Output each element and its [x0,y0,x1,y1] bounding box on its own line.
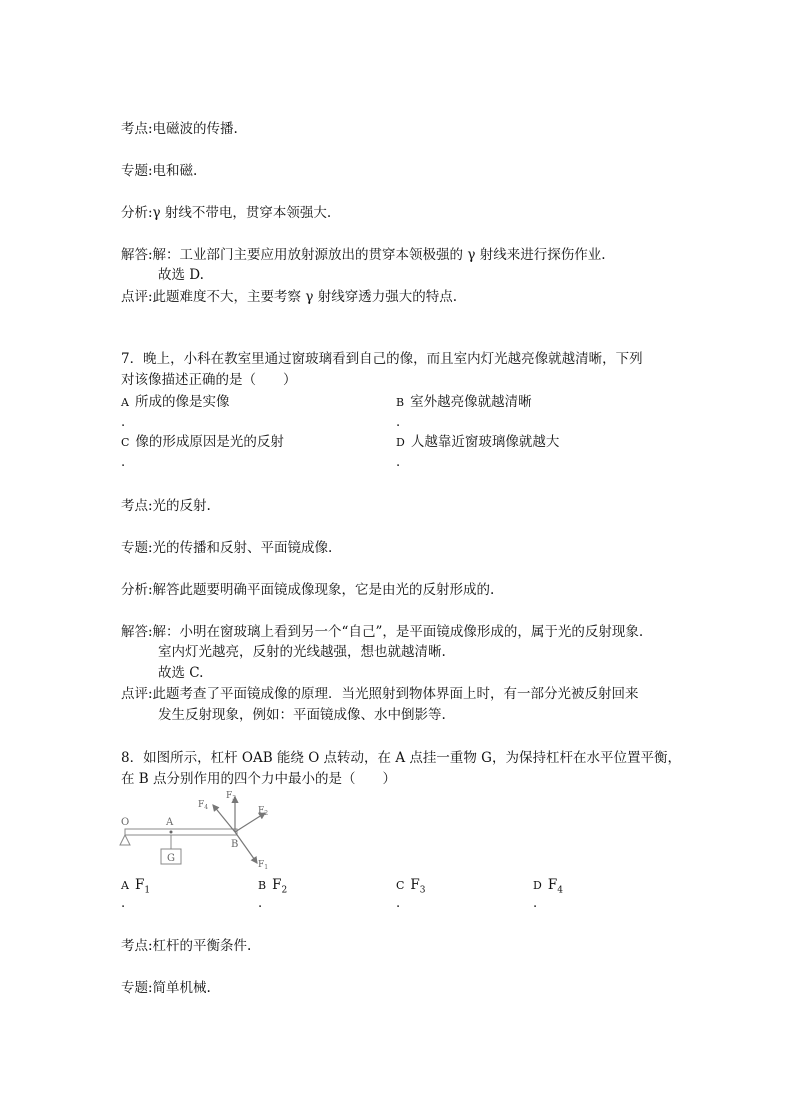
q6-dianping: 点评:此题难度不大，主要考察 γ 射线穿透力强大的特点. [121,289,457,305]
q7-jieda-line1: 解答:解：小明在窗玻璃上看到另一个“自己”，是平面镜成像形成的，属于光的反射现象. [121,624,644,640]
option-text: F [547,877,558,893]
q7-jieda-answer: 故选 C. [158,665,204,681]
option-dot: . [533,896,538,911]
label-f3: $F_3$ [226,791,237,802]
option-letter: B [258,879,267,892]
q7-option-d [396,433,559,452]
point-a-dot [170,831,173,834]
q7-fenxi: 分析:解答此题要明确平面镜成像现象，它是由光的反射形成的. [121,582,495,598]
q8-stem-line2: 在 B 点分别作用的四个力中最小的是（ ） [121,771,397,787]
option-letter: B [396,396,405,409]
label-f4: $F_4$ [198,800,209,811]
q7-stem-line2: 对该像描述正确的是（ ） [121,372,297,388]
q6-fenxi: 分析:γ 射线不带电，贯穿本领强大. [121,205,332,221]
option-text: 人越靠近窗玻璃像就越大 [410,434,560,450]
q6-jieda: 解答:解：工业部门主要应用放射源放出的贯穿本领极强的 γ 射线来进行探伤作业. [121,247,606,263]
q8-zhuanti: 专题:简单机械. [121,980,211,996]
option-letter: C [396,879,405,892]
q7-option-b [396,393,532,412]
q7-stem-line1: 7．晚上，小科在教室里通过窗玻璃看到自己的像，而且室内灯光越亮像就越清晰，下列 [121,351,643,367]
option-text: 室外越亮像就越清晰 [410,394,532,410]
option-text: 像的形成原因是光的反射 [135,434,284,450]
q8-option-c [396,876,426,900]
q7-zhuanti: 专题:光的传播和反射、平面镜成像. [121,540,333,556]
q6-jieda-answer: 故选 D. [158,267,204,283]
option-dot: . [121,455,126,470]
q8-stem-line1: 8．如图所示，杠杆 OAB 能绕 O 点转动，在 A 点挂一重物 G，为保持杠杆在水平位置平衡， [121,750,681,766]
option-subscript: 1 [144,885,151,896]
q7-dianping-line2: 发生反射现象，例如：平面镜成像、水中倒影等. [158,707,446,723]
option-text: 所成的像是实像 [134,394,230,410]
option-text: F [410,877,420,893]
q7-option-a [121,393,229,412]
option-letter: D [533,879,542,892]
q8-kaodian: 考点:杠杆的平衡条件. [121,938,252,954]
q8-option-a [121,876,150,900]
option-text: F [134,877,145,893]
q7-dianping-line1: 点评:此题考查了平面镜成像的原理．当光照射到物体界面上时，有一部分光被反射回来 [121,686,639,702]
option-dot: . [121,896,126,911]
option-subscript: 3 [419,885,426,896]
q6-kaodian: 考点:电磁波的传播. [121,121,238,137]
option-dot: . [396,415,401,430]
label-o: O [121,817,130,828]
lever-figure [115,785,285,875]
q7-kaodian: 考点:光的反射. [121,498,211,514]
option-dot: . [396,455,401,470]
q7-option-c [121,433,284,452]
label-f1: $F_1$ [258,860,269,871]
label-g: G [167,853,175,864]
pivot-triangle [120,835,130,845]
option-dot: . [121,415,126,430]
label-b: B [231,839,239,850]
option-letter: C [121,436,130,449]
q7-jieda-line2: 室内灯光越亮，反射的光线越强，想也就越清晰. [158,644,446,660]
option-subscript: 4 [557,885,563,896]
option-letter: D [396,436,405,449]
q8-option-d [533,876,563,900]
label-a: A [166,817,174,828]
force-f4-arrow [213,805,235,832]
option-letter: A [121,396,129,409]
option-letter: A [121,879,129,892]
option-dot: . [258,896,263,911]
option-dot: . [396,896,401,911]
label-f2: $F_2$ [258,806,269,817]
option-text: F [272,877,282,893]
q6-zhuanti: 专题:电和磁. [121,163,198,179]
q8-option-b [258,876,287,900]
lever-bar [125,829,237,835]
option-subscript: 2 [281,885,288,896]
